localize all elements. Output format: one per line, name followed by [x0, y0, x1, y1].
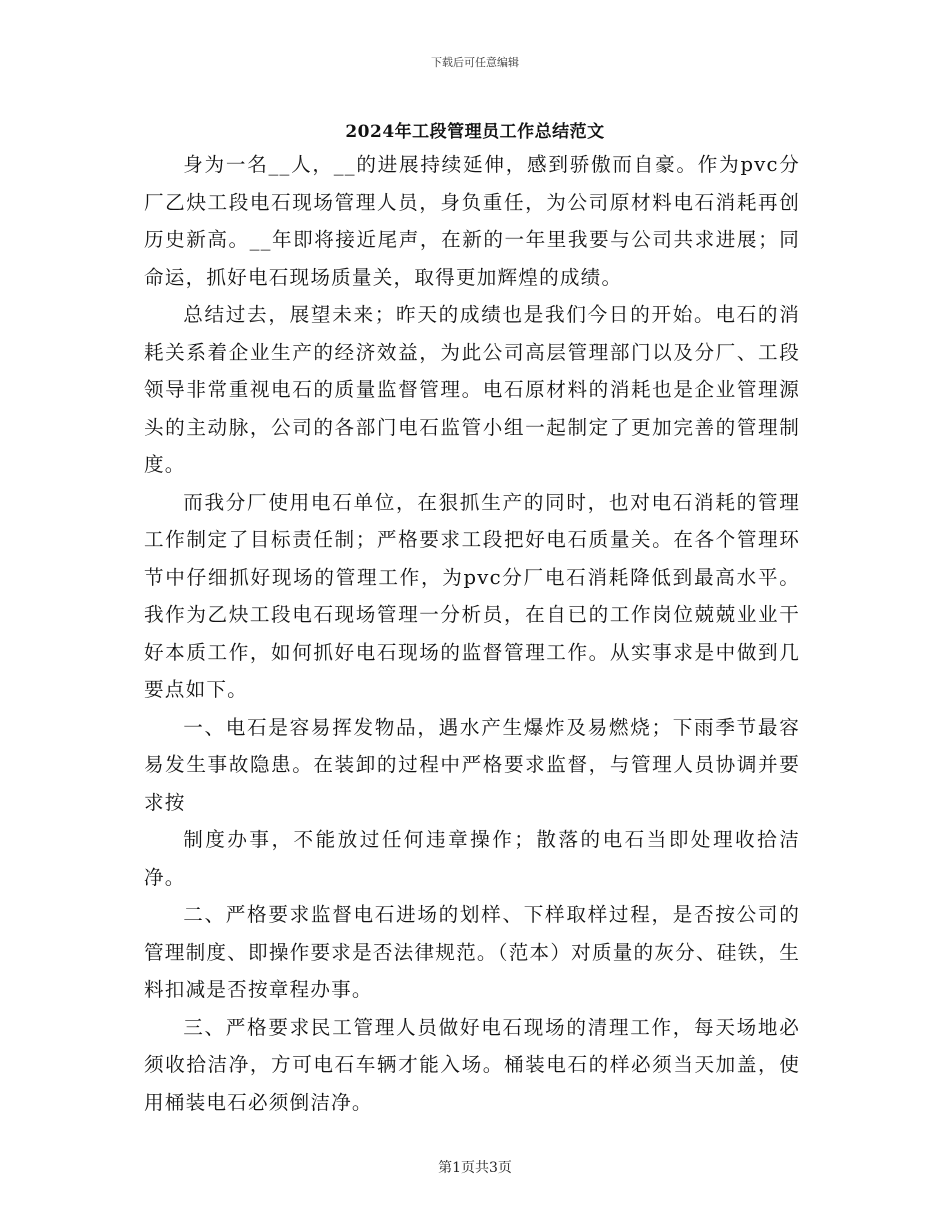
paragraph: 三、严格要求民工管理人员做好电石现场的清理工作，每天场地必须收拾洁净，方可电石车辆才能入场。桶装电石的样必须当天加盖，使用桶装电石必须倒洁净。 — [144, 1015, 800, 1114]
paragraph: 身为一名__人，__的进展持续延伸，感到骄傲而自豪。作为pvc分厂乙炔工段电石现场管理人员，身负重任，为公司原材料电石消耗再创历史新高。__年即将接近尾声，在新的一年里我要与公司共求进展；同命运，抓好电石现场质量关，取得更加辉煌的成绩。 — [144, 153, 800, 289]
paragraph: 二、严格要求监督电石进场的划样、下样取样过程，是否按公司的管理制度、即操作要求是否法律规范。（范本）对质量的灰分、硅铁，生料扣减是否按章程办事。 — [144, 903, 800, 1001]
header-note: 下载后可任意编辑 — [431, 56, 519, 69]
document-body — [144, 146, 800, 1121]
paragraph: 而我分厂使用电石单位，在狠抓生产的同时，也对电石消耗的管理工作制定了目标责任制；严格要求工段把好电石质量关。在各个管理环节中仔细抓好现场的管理工作，为pvc分厂电石消耗降低到最高水平。我作为乙炔工段电石现场管理一分析员，在自已的工作岗位兢兢业业干好本质工作，如何抓好电石现场的监督管理工作。从实事求是中做到几要点如下。 — [144, 490, 800, 701]
paragraph: 制度办事，不能放过任何违章操作；散落的电石当即处理收拾洁净。 — [144, 828, 800, 889]
paragraph: 一、电石是容易挥发物品，遇水产生爆炸及易燃烧；下雨季节最容易发生事故隐患。在装卸的过程中严格要求监督，与管理人员协调并要求按 — [144, 715, 800, 814]
paragraph: 总结过去，展望未来；昨天的成绩也是我们今日的开始。电石的消耗关系着企业生产的经济效益，为此公司高层管理部门以及分厂、工段领导非常重视电石的质量监督管理。电石原材料的消耗也是企业管理源头的主动脉，公司的各部门电石监管小组一起制定了更加完善的管理制度。 — [144, 303, 800, 476]
document-title: 2024年工段管理员工作总结范文 — [345, 122, 605, 142]
page-number: 第1页共3页 — [438, 1160, 512, 1176]
